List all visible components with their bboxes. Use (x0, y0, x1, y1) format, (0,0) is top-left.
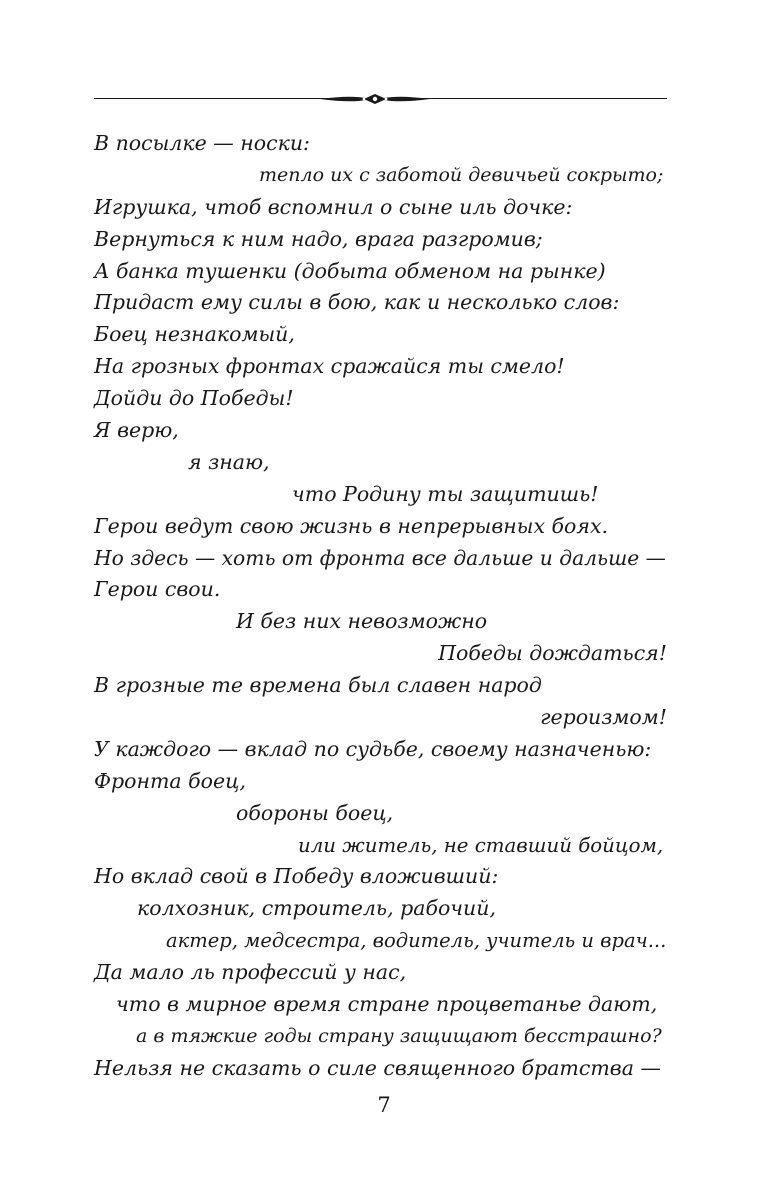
ornament-divider-icon (320, 90, 430, 108)
poem-line: Да мало ль профессий у нас, (94, 960, 407, 985)
poem-line: Боец незнакомый, (94, 322, 295, 347)
poem-line: Но вклад свой в Победу вложивший: (94, 864, 499, 889)
poem-line: А банка тушенки (добыта обменом на рынке) (94, 258, 606, 283)
poem-line: Вернуться к ним надо, врага разгромив; (94, 226, 543, 251)
poem-body (94, 128, 667, 1085)
poem-line: Нельзя не сказать о силе священного братства — (94, 1055, 661, 1080)
poem-line: Победы дождаться! (438, 641, 667, 666)
poem-line: или житель, не ставший бойцом, (298, 833, 664, 857)
poem-line: актер, медсестра, водитель, учитель и врач... (166, 929, 667, 953)
page-number: 7 (377, 1093, 391, 1117)
poem-line: героизмом! (540, 705, 667, 730)
poem-line: У каждого — вклад по судьбе, своему назначенью: (94, 736, 652, 761)
poem-line: Но здесь — хоть от фронта все дальше и дальше — (94, 545, 666, 570)
poem-line: Герои свои. (94, 577, 221, 602)
poem-line: я знаю, (188, 449, 270, 474)
poem-line: колхозник, строитель, рабочий, (137, 896, 496, 921)
poem-line: Игрушка, чтоб вспомнил о сыне иль дочке: (94, 194, 573, 219)
poem-line: обороны боец, (236, 800, 394, 825)
poem-line: Придаст ему силы в бою, как и несколько слов: (94, 290, 620, 315)
poem-line: В посылке — носки: (94, 131, 310, 155)
poem-line: Я верю, (94, 418, 179, 443)
poem-line: а в тяжкие годы страну защищают бесстрашно? (136, 1024, 662, 1047)
poem-line: В грозные те времена был славен народ (94, 673, 542, 698)
poem-line: Герои ведут свою жизнь в непрерывных боях. (94, 513, 609, 538)
poem-line: На грозных фронтах сражайся ты смело! (94, 354, 565, 379)
poem-line: что в мирное время стране процветанье дают, (116, 992, 658, 1017)
poem-line: Дойди до Победы! (94, 386, 294, 411)
poem-line: Фронта боец, (94, 768, 246, 793)
poem-line: И без них невозможно (236, 609, 488, 634)
poem-line: что Родину ты защитишь! (292, 481, 599, 506)
poem-line: тепло их с заботой девичьей сокрыто; (259, 163, 664, 186)
